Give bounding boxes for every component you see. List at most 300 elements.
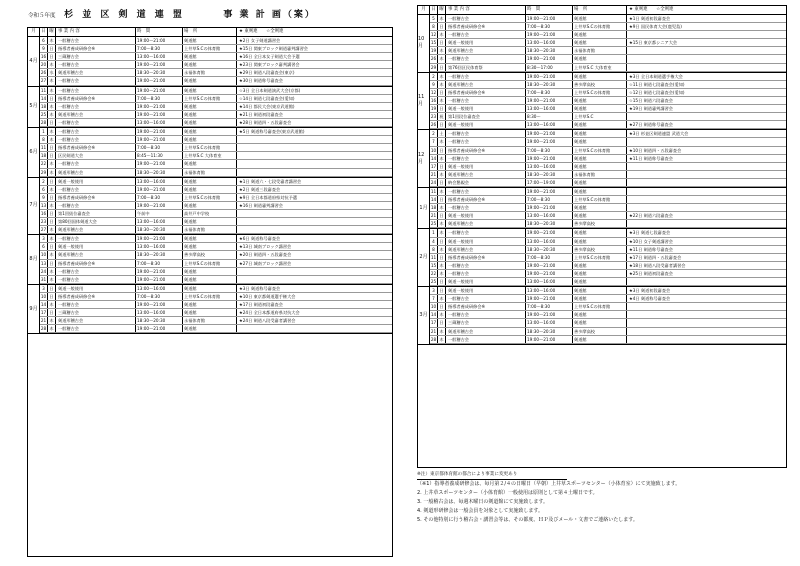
table-row xyxy=(430,47,786,55)
event-weekday: 木 xyxy=(48,77,56,84)
event-place: 剣道館 xyxy=(183,61,237,68)
table-row xyxy=(430,287,786,295)
event-name: 剣道形稽古会 xyxy=(56,226,136,233)
event-external xyxy=(237,268,392,275)
event-weekday: 日 xyxy=(438,212,446,219)
table-header xyxy=(28,28,392,37)
event-day: 6 xyxy=(40,37,48,44)
table-row xyxy=(430,188,786,196)
table-row xyxy=(430,121,786,129)
table-row xyxy=(40,210,392,218)
month-block xyxy=(28,285,392,335)
event-place: 剣道館 xyxy=(573,295,627,302)
event-name: 剣道形稽古会 xyxy=(446,246,526,253)
event-place: 上井草S.Cの体育館 xyxy=(183,194,237,201)
table-row xyxy=(40,87,392,95)
event-name: 一般稽古会 xyxy=(56,128,136,135)
event-time: 19:00～21:00 xyxy=(136,87,183,94)
event-place: 剣道館 xyxy=(183,285,237,292)
event-time: 13:00～16:00 xyxy=(136,53,183,60)
note-line: 5. その他特別に行う稽古会・講習会等は、その都度、ＨＰ及びメール・文書でご連絡いたします。 xyxy=(417,517,638,523)
event-place: 上井草S.Cの体育館 xyxy=(183,260,237,267)
event-name: 三蔵稽古会 xyxy=(56,53,136,60)
event-place: 剣道館 xyxy=(573,15,627,22)
month-label: 5月 xyxy=(28,87,40,127)
event-weekday: 日 xyxy=(48,293,56,300)
document-title xyxy=(28,7,316,20)
event-day: 8 xyxy=(430,23,438,30)
event-time: 13:00～16:00 xyxy=(136,309,183,316)
event-time: 8:30～ xyxy=(526,113,573,120)
event-place: 善多摩高校 xyxy=(183,251,237,258)
event-time: 7:00～8:30 xyxy=(136,144,183,151)
table-row xyxy=(40,202,392,210)
event-time: 7:00～8:30 xyxy=(526,196,573,203)
event-external: ☆15日 剣道六段審査会 xyxy=(629,97,673,103)
event-place: 剣道館 xyxy=(573,39,627,46)
event-place: 剣道館 xyxy=(183,309,237,316)
event-name: 剣道形稽古会 xyxy=(56,251,136,258)
event-external: ★25日 剣道初段審査会 xyxy=(629,270,673,276)
table-row xyxy=(430,15,786,23)
event-day: 2 xyxy=(430,130,438,137)
event-place: 永福体育館 xyxy=(573,171,627,178)
event-place: 上井草S.Cの体育館 xyxy=(573,303,627,310)
event-weekday: 木 xyxy=(438,204,446,211)
event-weekday: 日 xyxy=(438,23,446,30)
event-day: 18 xyxy=(430,205,437,211)
header-place: 場 所 xyxy=(573,6,627,14)
event-name: 一般稽古会 xyxy=(446,262,526,269)
event-time: 19:00～21:00 xyxy=(526,31,573,38)
event-external: ★11日 剣道称号審査会 xyxy=(629,246,673,252)
event-day: 12 xyxy=(430,32,437,38)
event-time: 19:00～21:00 xyxy=(136,186,183,193)
event-weekday: 木 xyxy=(48,128,56,135)
event-weekday: 日 xyxy=(438,147,446,154)
event-name: 剣道一般使用 xyxy=(56,243,136,250)
event-name: 剣道形稽古会 xyxy=(446,171,526,178)
event-name: 一般稽古会 xyxy=(446,31,526,38)
month-label: 10月 xyxy=(418,15,430,72)
table-row xyxy=(40,69,392,77)
event-external: ★27日 剣道称号審査会 xyxy=(629,122,673,128)
event-name: 剣道一般使用 xyxy=(446,163,526,170)
event-name: 指導者養成研修会※ xyxy=(446,303,526,310)
event-day: 29 xyxy=(430,64,437,70)
month-label: 8月 xyxy=(28,235,40,284)
event-time: 19:00～21:00 xyxy=(526,188,573,195)
event-external: ★10日 女子剣道講習会 xyxy=(629,238,673,244)
event-name: 一般稽古会 xyxy=(446,270,526,277)
event-place: 剣道館 xyxy=(183,218,237,225)
event-time: 18:30～20:30 xyxy=(136,169,183,176)
event-day: 26 xyxy=(40,70,47,76)
event-external: ★1日 剣道初段審査会 xyxy=(629,16,671,21)
event-weekday: 日 xyxy=(48,285,56,292)
event-name: 一般稽古会 xyxy=(446,155,526,162)
table-row xyxy=(40,276,392,284)
event-time: 19:00～21:00 xyxy=(136,160,183,167)
event-name: 剣道形稽古会 xyxy=(56,69,136,76)
plan-title: 事 業 計 画（案） xyxy=(223,10,316,20)
event-weekday: 木 xyxy=(438,155,446,162)
event-place: 善多摩高校 xyxy=(573,81,627,88)
event-time: 19:00～21:00 xyxy=(136,128,183,135)
event-external: ★17日 剣道四・五段審査会 xyxy=(629,254,682,260)
event-time: 13:00～16:00 xyxy=(136,218,183,225)
event-time: 18:30～20:30 xyxy=(526,328,573,335)
event-name: 一般稽古会 xyxy=(446,311,526,318)
table-row xyxy=(40,61,392,69)
event-weekday: 木 xyxy=(48,276,56,283)
event-day: 11 xyxy=(430,254,437,260)
event-day: 18 xyxy=(40,153,47,159)
event-name: 一般稽古会 xyxy=(446,295,526,302)
event-external: ★30日 剣道称号審査会 xyxy=(239,78,283,84)
table-row xyxy=(430,155,786,163)
table-row xyxy=(430,295,786,303)
table-row xyxy=(430,303,786,311)
table-row xyxy=(430,229,786,237)
table-row xyxy=(430,113,786,121)
table-row xyxy=(40,95,392,103)
fiscal-year: 令和５年度 xyxy=(28,13,56,19)
event-external: ★18日 剣道八段受審者講習会 xyxy=(629,262,686,268)
event-time: 7:00～8:30 xyxy=(136,45,183,52)
event-weekday: 木 xyxy=(48,37,56,44)
event-external xyxy=(627,55,786,62)
event-weekday: 木 xyxy=(48,103,56,110)
table-row xyxy=(40,111,392,119)
event-place: 上井草S.Cの体育館 xyxy=(183,144,237,151)
event-day: 8 xyxy=(40,136,48,143)
event-place: 剣道館 xyxy=(183,178,237,185)
note-line: 3. 一般稽古会は、毎週木曜日の剣道館にて実施致します。 xyxy=(417,499,548,505)
event-time: 13:00～16:00 xyxy=(526,238,573,245)
event-weekday: 日 xyxy=(438,163,446,170)
event-weekday: 水 xyxy=(48,69,56,76)
event-name: 剣道形稽古会 xyxy=(446,220,526,227)
event-external: ★10日 剣道四・五段審査会 xyxy=(629,147,682,153)
event-place: 剣道館 xyxy=(183,186,237,193)
event-day: 25 xyxy=(430,279,437,284)
event-weekday: 日 xyxy=(48,53,56,60)
event-weekday: 木 xyxy=(48,202,56,209)
header-external: ★ 東剣連 ☆全剣連 xyxy=(629,7,674,12)
event-weekday: 日 xyxy=(438,105,446,112)
table-row xyxy=(40,152,392,160)
event-name: 剣道形稽古会 xyxy=(446,81,526,88)
event-time: 7:00～8:30 xyxy=(526,303,573,310)
event-day: 12 xyxy=(430,89,437,95)
event-place: 剣道館 xyxy=(573,319,627,326)
table-row xyxy=(430,171,786,179)
event-day: 2 xyxy=(40,178,48,185)
event-time: 13:00～16:00 xyxy=(526,121,573,128)
event-weekday: 日 xyxy=(48,260,56,267)
event-name: 一般稽古会 xyxy=(446,138,526,145)
event-day: 14 xyxy=(430,312,437,318)
event-external xyxy=(627,319,786,326)
event-time: 7:00～8:30 xyxy=(526,89,573,96)
event-name: 一般稽古会 xyxy=(56,87,136,94)
event-external: ★16日 剣道審判講習会 xyxy=(239,202,283,208)
event-place: 上井草S.Cの体育館 xyxy=(573,254,627,261)
event-place: 剣道館 xyxy=(573,55,627,62)
event-day: 6 xyxy=(40,243,48,250)
event-weekday: 日 xyxy=(438,238,446,245)
table-row xyxy=(430,311,786,319)
event-weekday: 日 xyxy=(48,194,56,201)
table-row xyxy=(430,196,786,204)
event-day: 20 xyxy=(40,62,47,68)
event-day: 1 xyxy=(430,229,438,236)
event-place: 永福体育館 xyxy=(573,47,627,54)
event-time: 13:00～16:00 xyxy=(526,39,573,46)
header-time: 時 間 xyxy=(136,28,183,36)
event-place: 上井草S.Cの体育館 xyxy=(183,95,237,102)
event-day: 21 xyxy=(430,328,437,334)
event-weekday: 木 xyxy=(48,251,56,258)
event-external: ★17日 剣道初段審査会 xyxy=(239,302,283,307)
event-place: 剣道館 xyxy=(183,325,237,332)
table-row xyxy=(430,163,786,171)
event-weekday: 日 xyxy=(48,218,56,225)
event-place: 上井草S.Cの体育館 xyxy=(573,23,627,30)
event-external xyxy=(237,210,392,217)
event-place: 永福体育館 xyxy=(183,317,237,324)
event-weekday: 木 xyxy=(48,226,56,233)
event-day: 19 xyxy=(430,106,437,112)
event-weekday: 日 xyxy=(48,243,56,250)
table-row xyxy=(430,39,786,47)
table-body xyxy=(28,37,392,334)
event-external xyxy=(627,328,786,335)
month-label: 11月 xyxy=(418,73,430,130)
event-name: 一般稽古会 xyxy=(446,73,526,80)
event-time: 19:00～21:00 xyxy=(526,336,573,343)
month-block xyxy=(28,235,392,285)
event-weekday: 木 xyxy=(48,268,56,275)
event-day: 5 xyxy=(430,15,438,22)
month-block xyxy=(28,37,392,87)
event-day: 31 xyxy=(40,276,47,282)
event-day: 7 xyxy=(430,295,438,302)
table-row xyxy=(430,328,786,336)
event-time: 7:00～8:30 xyxy=(526,254,573,261)
event-place: 上井草S.C 大体育室 xyxy=(573,64,627,71)
event-time: 19:00～21:00 xyxy=(526,15,573,22)
event-place: 剣道館 xyxy=(183,77,237,84)
event-day: 21 xyxy=(430,213,437,219)
event-time: 13:00～16:00 xyxy=(526,105,573,112)
event-weekday: 日 xyxy=(438,287,446,294)
table-row xyxy=(430,105,786,113)
month-label: 7月 xyxy=(28,178,40,235)
header-event: 事 業 内 容 xyxy=(446,6,526,14)
event-name: 納会懇親会 xyxy=(446,179,526,186)
event-external xyxy=(627,278,786,285)
event-weekday: 木 xyxy=(48,111,56,118)
event-weekday: 土 xyxy=(438,130,446,137)
table-row xyxy=(430,319,786,327)
event-name: 指導者養成研修会※ xyxy=(56,293,136,300)
event-weekday: 日 xyxy=(438,196,446,203)
event-external: ★22日 剣道六段審査会 xyxy=(629,213,673,219)
table-row xyxy=(40,293,392,301)
event-name: 一般稽古会 xyxy=(56,268,136,275)
event-weekday: 日 xyxy=(48,45,56,52)
month-label: 6月 xyxy=(28,128,40,177)
event-day: 14 xyxy=(40,302,47,307)
event-external xyxy=(627,64,786,71)
event-external: ★9日 全日本都道府県対抗予選 xyxy=(239,194,298,200)
header-day: 日 xyxy=(40,28,48,36)
event-weekday: 木 xyxy=(438,138,446,145)
schedule-table-left xyxy=(27,27,393,557)
event-time: 18:30～20:30 xyxy=(526,220,573,227)
table-header xyxy=(418,6,786,15)
event-time: 19:00～21:00 xyxy=(136,37,183,44)
event-weekday: 日 xyxy=(48,210,56,217)
event-external: ☆11日 剣道七段審査会(愛知) xyxy=(629,81,685,87)
event-weekday: 木 xyxy=(48,169,56,176)
event-name: 一般稽古会 xyxy=(56,136,136,143)
event-weekday: 木 xyxy=(438,171,446,178)
event-place: 剣道館 xyxy=(183,37,237,44)
event-time: 19:00～21:00 xyxy=(136,111,183,118)
header-place: 場 所 xyxy=(183,28,237,36)
table-row xyxy=(430,23,786,31)
event-external: ☆12日 剣道七段審査会(愛知) xyxy=(629,89,685,95)
event-external: ★13日 城南ブロック講習会 xyxy=(239,244,292,250)
event-time: 19:00～21:00 xyxy=(136,61,183,68)
event-day: 22 xyxy=(40,161,47,167)
event-time: 19:00～21:00 xyxy=(136,301,183,308)
event-name: 一般稽古会 xyxy=(446,15,526,22)
event-name: 剣道形稽古会 xyxy=(56,111,136,118)
event-day: 7 xyxy=(430,138,438,145)
event-external xyxy=(237,144,392,151)
event-weekday: 日 xyxy=(48,144,56,151)
event-weekday: 木 xyxy=(438,270,446,277)
table-row xyxy=(40,144,392,152)
note-line: ※注）東京都体育館の都合により事業に変更あり xyxy=(417,470,567,480)
event-day: 27 xyxy=(40,227,47,233)
event-name: 一般稽古会 xyxy=(56,186,136,193)
event-place: 剣道館 xyxy=(573,155,627,162)
event-time: 19:00～21:00 xyxy=(136,202,183,209)
event-name: 一般稽古会 xyxy=(56,325,136,332)
event-external: ★9日 国民体育大会(鹿児島) xyxy=(629,24,682,30)
event-day: 28 xyxy=(430,336,437,342)
table-row xyxy=(430,147,786,155)
event-name: 指導者養成研修会※ xyxy=(446,196,526,203)
event-place: 永福体育館 xyxy=(183,69,237,76)
event-time: 19:00～21:00 xyxy=(526,73,573,80)
event-day: 6 xyxy=(40,186,48,193)
event-day: 29 xyxy=(40,169,47,175)
event-time: 13:00～16:00 xyxy=(136,178,183,185)
event-day: 21 xyxy=(40,318,47,324)
event-external xyxy=(237,226,392,233)
event-name: 剣道一般使用 xyxy=(446,121,526,128)
event-external: ★20日 剣道四・五段審査会 xyxy=(239,252,292,258)
event-place: 剣道館 xyxy=(183,111,237,118)
event-day: 11 xyxy=(40,145,47,151)
event-name: 指導者養成研修会※ xyxy=(446,254,526,261)
month-label: 4月 xyxy=(28,37,40,86)
event-weekday: 木 xyxy=(438,328,446,335)
event-day: 15 xyxy=(430,40,437,46)
month-label: 2月 xyxy=(418,229,430,286)
event-place: 永福体育館 xyxy=(183,226,237,233)
header-month: 月 xyxy=(28,28,40,36)
event-time: 19:00～21:00 xyxy=(136,103,183,110)
event-name: 指導者養成研修会※ xyxy=(446,23,526,30)
event-name: 一般稽古会 xyxy=(56,235,136,242)
event-external: ★2日 女子剣道講習会 xyxy=(239,38,281,43)
event-weekday: 木 xyxy=(48,136,56,143)
event-weekday: 日 xyxy=(438,303,446,310)
table-row xyxy=(40,194,392,202)
event-day: 11 xyxy=(430,188,437,194)
event-name: 指導者養成研修会※ xyxy=(56,260,136,267)
month-block xyxy=(418,287,786,345)
event-external xyxy=(237,152,392,159)
event-day: 19 xyxy=(430,48,437,54)
event-name: 一般稽古会 xyxy=(56,77,136,84)
event-time: 13:00～16:00 xyxy=(136,285,183,292)
event-time: 午前中 xyxy=(136,210,183,217)
event-time: 19:00～21:00 xyxy=(526,204,573,211)
event-place: 剣道館 xyxy=(573,179,627,186)
event-time: 7:00～8:30 xyxy=(136,260,183,267)
event-external xyxy=(627,163,786,170)
event-place: 剣道館 xyxy=(183,119,237,126)
event-external xyxy=(627,188,786,195)
event-day: 23 xyxy=(430,114,437,120)
table-row xyxy=(40,301,392,309)
table-row xyxy=(40,77,392,85)
event-external: ★3日 杉並区剣道連盟 武道大会 xyxy=(629,131,689,137)
event-day: 26 xyxy=(430,56,437,62)
month-block xyxy=(418,188,786,229)
event-name: 一般稽古会 xyxy=(446,336,526,343)
event-name: 指導者養成研修会※ xyxy=(56,95,136,102)
event-external xyxy=(627,220,786,227)
event-name: 区民剣道大会 xyxy=(56,152,136,159)
event-name: 剣道一般使用 xyxy=(446,212,526,219)
event-name: 一般稽古会 xyxy=(446,229,526,236)
event-weekday: 木 xyxy=(438,55,446,62)
event-external: ☆3日 全日本剣道演武大会(京都) xyxy=(239,87,301,93)
event-weekday: 木 xyxy=(48,325,56,332)
event-day: 23 xyxy=(40,219,47,225)
event-place: 剣道館 xyxy=(573,73,627,80)
event-external: ★19日 剣道審判講習会 xyxy=(629,106,673,112)
event-weekday: 木 xyxy=(48,61,56,68)
event-name: 剣道一般使用 xyxy=(446,287,526,294)
event-place: 善多摩高校 xyxy=(573,328,627,335)
event-place: 剣道館 xyxy=(573,97,627,104)
event-time: 19:00～21:00 xyxy=(136,77,183,84)
event-day: 13 xyxy=(40,260,47,266)
table-row xyxy=(40,226,392,234)
event-day: 1 xyxy=(40,128,48,135)
header-day: 日 xyxy=(430,6,438,14)
